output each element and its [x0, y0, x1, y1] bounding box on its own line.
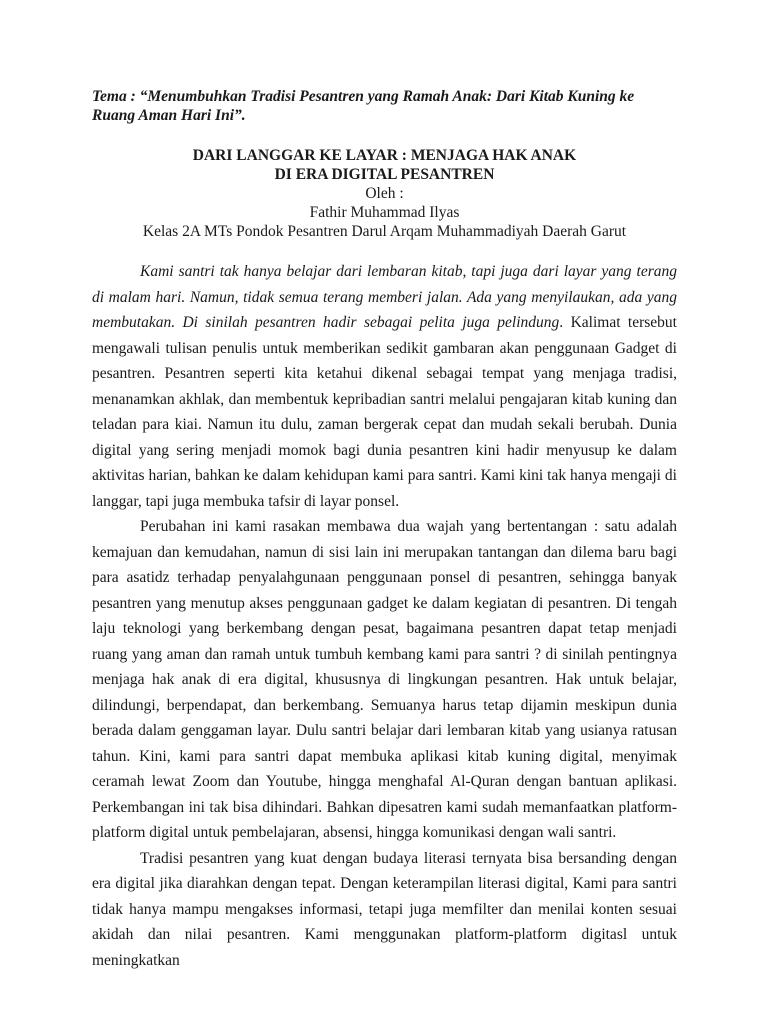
essay-body [92, 259, 677, 973]
paragraph-3: Tradisi pesantren yang kuat dengan budaya literasi ternyata bisa bersanding dengan era digital jika diarahkan dengan tepat. Dengan keterampilan literasi digital, Kami para santri tidak hanya mampu mengakses informasi, tetapi juga memfilter dan menilai konten sesuai akidah dan nilai pesantren. Kami menggunakan platform-platform digitasl untuk meningkatkan [92, 849, 677, 969]
author-affiliation: Kelas 2A MTs Pondok Pesantren Darul Arqam Muhammadiyah Daerah Garut [142, 223, 627, 240]
author-name: Fathir Muhammad Ilyas [309, 204, 460, 221]
title-block [92, 146, 677, 241]
opening-quote: Kami santri tak hanya belajar dari lembaran kitab, tapi juga dari layar yang terang di malam hari. Namun, tidak semua terang memberi jalan. Ada yang menyilaukan, ada yang membutakan. Di sinilah pesantren hadir sebagai pelita juga pelindung [92, 263, 677, 331]
byline-label: Oleh : [365, 185, 404, 202]
essay-title-line-2: DI ERA DIGITAL PESANTREN [274, 166, 495, 183]
paragraph-2: Perubahan ini kami rasakan membawa dua wajah yang bertentangan : satu adalah kemajuan dan kemudahan, namun di sisi lain ini merupakan tantangan dan dilema baru bagi para asatidz terhadap penyalahgunaan penggunaan ponsel di pesantren, sehingga banyak pesantren yang menutup akses penggunaan gadget ke dalam kegiatan di pesantren. Di tengah laju teknologi yang berkembang dengan pesat, bagaimana pesantren dapat tetap menjadi ruang yang aman dan ramah untuk tumbuh kembang kami para santri ? di sinilah pentingnya menjaga hak anak di era digital, khususnya di lingkungan pesantren. Hak untuk belajar, dilindungi, berpendapat, dan berkembang. Semuanya harus tetap dijamin meskipun dunia berada dalam genggaman layar. Dulu santri belajar dari lembaran kitab yang usianya ratusan tahun. Kini, kami para santri dapat membuka aplikasi kitab kuning digital, menyimak ceramah lewat Zoom dan Youtube, hingga menghafal Al-Quran dengan bantuan aplikasi. Perkembangan ini tak bisa dihindari. Bahkan dipesatren kami sudah memanfaatkan platform-platform digital untuk pembelajaran, absensi, hingga komunikasi dengan wali santri. [92, 518, 677, 841]
essay-title-line-1: DARI LANGGAR KE LAYAR : MENJAGA HAK ANAK [192, 147, 577, 164]
paragraph-1 [92, 259, 677, 514]
paragraph-1-text: . Kalimat tersebut mengawali tulisan penulis untuk memberikan sedikit gambaran akan penggunaan Gadget di pesantren. Pesantren seperti kita ketahui dikenal sebagai tempat yang menjaga tradisi, menanamkan akhlak, dan membentuk kepribadian santri melalui pengajaran kitab kuning dan teladan para kiai. Namun itu dulu, zaman bergerak cepat dan mudah sekali berubah. Dunia digital yang sering menjadi momok bagi dunia pesantren kini hadir menyusup ke dalam aktivitas harian, bahkan ke dalam kehidupan kami para santri. Kami kini tak hanya mengaji di langgar, tapi juga membuka tafsir di layar ponsel. [92, 314, 677, 510]
essay-theme: Tema : “Menumbuhkan Tradisi Pesantren yang Ramah Anak: Dari Kitab Kuning ke Ruang Aman Hari Ini”. [92, 88, 635, 124]
